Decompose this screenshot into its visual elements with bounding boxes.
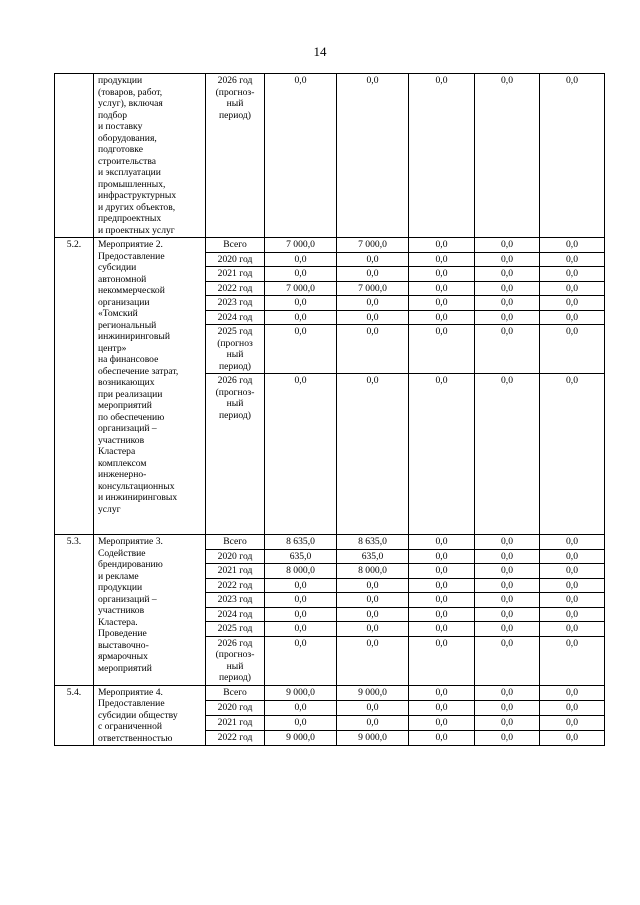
value-cell: 0,0 — [409, 549, 475, 564]
value-cell: 0,0 — [540, 549, 605, 564]
description-line: услуг), включая — [98, 98, 163, 109]
value-cell: 0,0 — [409, 730, 475, 745]
description-line: и инжиниринговых — [98, 492, 178, 503]
description-line: Содействие — [98, 547, 146, 559]
value-cell: 0,0 — [540, 715, 605, 730]
continued-item-number — [55, 74, 94, 238]
description-line: ответственностью — [98, 732, 173, 744]
description-line: Предоставление — [98, 250, 165, 262]
description-line: Предоставление — [98, 698, 165, 709]
year-line: (прогноз- — [215, 86, 255, 98]
value-cell: 0,0 — [337, 715, 409, 730]
year-line: (прогноз- — [215, 386, 255, 398]
description-line: возникающих — [98, 377, 155, 388]
value-cell: 0,0 — [409, 578, 475, 593]
value-cell: 0,0 — [337, 636, 409, 685]
description-line: и проектных услуг — [98, 224, 175, 236]
value-cell: 0,0 — [475, 715, 540, 730]
value-cell: 0,0 — [540, 578, 605, 593]
value-cell: 0,0 — [409, 593, 475, 608]
year-line: Всего — [223, 536, 247, 547]
value-cell: 0,0 — [540, 74, 605, 238]
value-cell: 8 635,0 — [337, 535, 409, 550]
year-line: 2025 год — [217, 326, 253, 337]
value-cell: 0,0 — [475, 325, 540, 374]
description-line: при реализации — [98, 388, 163, 400]
item-5-4-number: 5.4. — [55, 685, 94, 746]
description-line: региональный — [98, 319, 157, 331]
value-cell: 0,0 — [540, 281, 605, 296]
value-cell: 0,0 — [409, 74, 475, 238]
year-line: ный — [226, 398, 244, 409]
description-line: услуг — [98, 503, 121, 515]
value-cell: 0,0 — [409, 325, 475, 374]
year-cell — [206, 607, 265, 622]
year-cell — [206, 325, 265, 374]
value-cell: 0,0 — [475, 700, 540, 715]
value-cell: 0,0 — [409, 252, 475, 267]
value-cell: 0,0 — [475, 535, 540, 550]
description-line: и других объектов, — [98, 201, 176, 213]
description-line: предпроектных — [98, 213, 162, 224]
value-cell: 0,0 — [265, 622, 337, 637]
value-cell: 0,0 — [540, 622, 605, 637]
description-line: инфраструктурных — [98, 190, 177, 201]
value-cell: 0,0 — [540, 310, 605, 325]
description-line: с ограниченной — [98, 721, 162, 732]
value-cell: 0,0 — [540, 535, 605, 550]
description-line: промышленных, — [98, 178, 166, 190]
value-cell: 9 000,0 — [265, 685, 337, 700]
year-cell — [206, 578, 265, 593]
year-line: период) — [219, 409, 251, 421]
value-cell: 0,0 — [409, 296, 475, 311]
value-cell: 0,0 — [475, 730, 540, 745]
description-line: «Томский — [98, 308, 138, 319]
description-line: Мероприятие 2. — [98, 239, 163, 250]
value-cell: 0,0 — [337, 296, 409, 311]
item-5-3-number: 5.3. — [55, 535, 94, 686]
description-line: продукции — [98, 75, 143, 86]
value-cell: 0,0 — [265, 325, 337, 374]
value-cell: 0,0 — [265, 715, 337, 730]
year-cell — [206, 700, 265, 715]
item-5-4-description — [94, 685, 206, 746]
value-cell: 8 000,0 — [337, 564, 409, 579]
description-line: некоммерческой — [98, 285, 165, 296]
year-cell — [206, 715, 265, 730]
value-cell: 635,0 — [337, 549, 409, 564]
year-line: 2026 год — [217, 75, 253, 86]
year-cell — [206, 685, 265, 700]
value-cell: 0,0 — [475, 281, 540, 296]
value-cell: 0,0 — [540, 730, 605, 745]
value-cell: 9 000,0 — [337, 730, 409, 745]
value-cell: 8 000,0 — [265, 564, 337, 579]
description-line: участников — [98, 434, 145, 446]
year-line: 2023 год — [217, 594, 253, 605]
description-line: строительства — [98, 155, 157, 167]
value-cell: 0,0 — [409, 535, 475, 550]
value-cell: 0,0 — [475, 252, 540, 267]
year-cell — [206, 267, 265, 282]
value-cell: 0,0 — [265, 74, 337, 238]
value-cell: 8 635,0 — [265, 535, 337, 550]
value-cell: 0,0 — [475, 636, 540, 685]
value-cell: 0,0 — [475, 74, 540, 238]
year-line: ный — [226, 98, 244, 109]
value-cell: 0,0 — [475, 578, 540, 593]
description-line: мероприятий — [98, 400, 152, 411]
value-cell: 0,0 — [475, 296, 540, 311]
description-line: подготовке — [98, 144, 143, 155]
description-line: участников — [98, 605, 145, 616]
year-line: 2026 год — [217, 375, 253, 386]
value-cell: 0,0 — [540, 325, 605, 374]
year-line: (прогноз — [217, 337, 253, 349]
year-line: 2024 год — [217, 311, 253, 323]
description-line: на финансовое — [98, 354, 159, 365]
year-cell — [206, 374, 265, 535]
value-cell: 0,0 — [265, 578, 337, 593]
value-cell: 0,0 — [265, 374, 337, 535]
year-line: 2022 год — [217, 579, 253, 591]
value-cell: 0,0 — [265, 636, 337, 685]
year-cell — [206, 281, 265, 296]
year-line: период) — [219, 109, 251, 121]
year-cell — [206, 730, 265, 745]
value-cell: 0,0 — [409, 685, 475, 700]
description-line: инжиниринговый — [98, 331, 170, 342]
value-cell: 0,0 — [540, 564, 605, 579]
value-cell: 0,0 — [540, 607, 605, 622]
year-line: ный — [226, 349, 244, 360]
budget-table-body — [55, 74, 605, 746]
description-line: Кластера. — [98, 616, 138, 628]
year-line: 2020 год — [217, 550, 253, 562]
year-line: ный — [226, 660, 244, 672]
description-line: (товаров, работ, — [98, 86, 163, 98]
value-cell: 0,0 — [409, 700, 475, 715]
description-line: мероприятий — [98, 662, 152, 674]
value-cell: 0,0 — [475, 374, 540, 535]
value-cell: 0,0 — [475, 607, 540, 622]
year-line: 2022 год — [217, 282, 253, 294]
value-cell: 0,0 — [337, 252, 409, 267]
description-line: инженерно- — [98, 469, 147, 480]
value-cell: 0,0 — [475, 267, 540, 282]
description-line: по обеспечению — [98, 411, 165, 423]
value-cell: 0,0 — [265, 252, 337, 267]
value-cell: 0,0 — [475, 622, 540, 637]
description-line: автономной — [98, 273, 147, 285]
value-cell: 0,0 — [265, 310, 337, 325]
value-cell: 9 000,0 — [265, 730, 337, 745]
value-cell: 0,0 — [540, 252, 605, 267]
value-cell: 0,0 — [475, 310, 540, 325]
year-line: Всего — [223, 686, 247, 698]
year-line: 2021 год — [217, 565, 253, 576]
description-line: организаций – — [98, 593, 157, 605]
year-cell — [206, 622, 265, 637]
description-line: выставочно- — [98, 639, 149, 651]
value-cell: 7 000,0 — [265, 281, 337, 296]
value-cell: 0,0 — [409, 310, 475, 325]
value-cell: 0,0 — [337, 593, 409, 608]
year-line: 2025 год — [217, 623, 253, 634]
year-line: Всего — [223, 239, 247, 250]
value-cell: 0,0 — [540, 296, 605, 311]
year-line: 2020 год — [217, 253, 253, 265]
year-cell — [206, 636, 265, 685]
year-line: 2026 год — [217, 637, 253, 649]
value-cell: 635,0 — [265, 549, 337, 564]
value-cell: 0,0 — [540, 685, 605, 700]
description-line: организаций – — [98, 423, 157, 434]
value-cell: 0,0 — [265, 267, 337, 282]
page-number: 14 — [313, 44, 327, 59]
description-line: обеспечение затрат, — [98, 365, 179, 377]
value-cell: 0,0 — [540, 267, 605, 282]
description-line: и поставку — [98, 121, 143, 132]
description-line: и рекламе — [98, 570, 139, 582]
year-cell — [206, 593, 265, 608]
budget-table — [54, 73, 605, 746]
item-5-2-number: 5.2. — [55, 238, 94, 535]
value-cell: 0,0 — [475, 685, 540, 700]
table-row — [55, 238, 605, 253]
value-cell: 0,0 — [409, 564, 475, 579]
year-line: 2020 год — [217, 701, 253, 713]
year-line: 2021 год — [217, 716, 253, 728]
value-cell: 0,0 — [409, 238, 475, 253]
value-cell: 0,0 — [540, 593, 605, 608]
value-cell: 9 000,0 — [337, 685, 409, 700]
year-cell — [206, 564, 265, 579]
year-line: период) — [219, 672, 251, 683]
description-line: субсидии — [98, 262, 137, 273]
year-cell — [206, 252, 265, 267]
item-5-3-description — [94, 535, 206, 686]
description-line: и эксплуатации — [98, 167, 161, 178]
value-cell: 0,0 — [540, 636, 605, 685]
value-cell: 0,0 — [540, 238, 605, 253]
value-cell: 0,0 — [265, 607, 337, 622]
year-line: 2024 год — [217, 608, 253, 620]
description-line: Проведение — [98, 628, 147, 639]
description-line: консультационных — [98, 480, 175, 492]
value-cell: 0,0 — [337, 74, 409, 238]
item-5-2-description — [94, 238, 206, 535]
year-cell — [206, 310, 265, 325]
description-line: Кластера — [98, 446, 136, 457]
table-row — [55, 74, 605, 238]
year-cell — [206, 74, 265, 238]
description-line: брендированию — [98, 559, 163, 570]
description-line: комплексом — [98, 457, 147, 469]
value-cell: 0,0 — [409, 374, 475, 535]
year-cell — [206, 549, 265, 564]
value-cell: 0,0 — [265, 700, 337, 715]
value-cell: 0,0 — [409, 636, 475, 685]
description-line: ярмарочных — [98, 651, 148, 662]
continued-item-description — [94, 74, 206, 238]
value-cell: 0,0 — [337, 700, 409, 715]
value-cell: 0,0 — [475, 549, 540, 564]
value-cell: 0,0 — [409, 622, 475, 637]
description-line: подбор — [98, 109, 128, 121]
year-cell — [206, 296, 265, 311]
value-cell: 0,0 — [475, 564, 540, 579]
value-cell: 0,0 — [337, 622, 409, 637]
value-cell: 0,0 — [475, 238, 540, 253]
description-line: субсидии обществу — [98, 709, 178, 721]
value-cell: 0,0 — [409, 715, 475, 730]
year-line: (прогноз- — [215, 649, 255, 660]
value-cell: 0,0 — [409, 281, 475, 296]
year-line: 2021 год — [217, 268, 253, 279]
description-line: оборудования, — [98, 132, 157, 144]
year-cell — [206, 535, 265, 550]
year-line: 2022 год — [217, 731, 253, 743]
year-cell — [206, 238, 265, 253]
description-line: продукции — [98, 582, 143, 593]
value-cell: 0,0 — [337, 578, 409, 593]
value-cell: 0,0 — [337, 325, 409, 374]
value-cell: 7 000,0 — [337, 281, 409, 296]
value-cell: 0,0 — [475, 593, 540, 608]
description-line: организации — [98, 296, 150, 308]
value-cell: 7 000,0 — [265, 238, 337, 253]
value-cell: 0,0 — [337, 374, 409, 535]
table-row — [55, 535, 605, 550]
value-cell: 0,0 — [265, 296, 337, 311]
value-cell: 0,0 — [265, 593, 337, 608]
description-line: Мероприятие 3. — [98, 536, 163, 547]
value-cell: 7 000,0 — [337, 238, 409, 253]
value-cell: 0,0 — [409, 267, 475, 282]
value-cell: 0,0 — [337, 267, 409, 282]
year-line: 2023 год — [217, 297, 253, 308]
description-line: Мероприятие 4. — [98, 686, 163, 698]
year-line: период) — [219, 360, 251, 372]
value-cell: 0,0 — [337, 607, 409, 622]
description-line: центр» — [98, 342, 127, 354]
value-cell: 0,0 — [540, 700, 605, 715]
table-row — [55, 685, 605, 700]
value-cell: 0,0 — [409, 607, 475, 622]
value-cell: 0,0 — [337, 310, 409, 325]
value-cell: 0,0 — [540, 374, 605, 535]
